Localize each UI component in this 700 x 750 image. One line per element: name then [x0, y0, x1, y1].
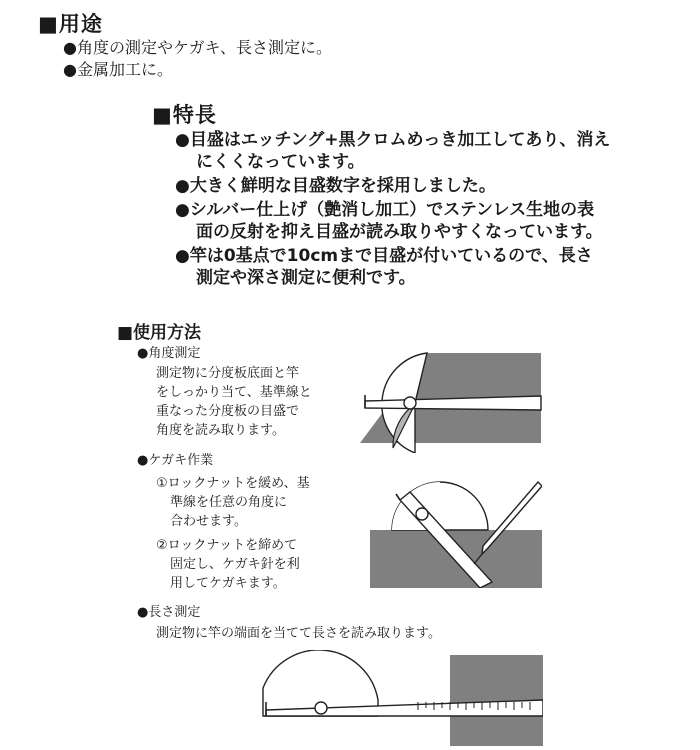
feature-item-3-cont: 面の反射を抑え目盛が読み取りやすくなっています。 [196, 222, 603, 242]
scribe-step1-line-3: 合わせます。 [170, 514, 247, 529]
usage-item-1: ●角度の測定やケガキ、長さ測定に。 [63, 38, 333, 57]
angle-line-3: 重なった分度板の目盛で [156, 404, 300, 419]
scribe-step2-line-2: 固定し、ケガキ針を利 [170, 557, 300, 572]
feature-item-4-cont: 測定や深さ測定に便利です。 [196, 268, 416, 288]
scribe-title: ●ケガキ作業 [137, 453, 214, 468]
lock-nut [315, 702, 327, 714]
length-title: ●長さ測定 [137, 605, 201, 620]
feature-item-1: ●目盛はエッチング+黒クロムめっき加工してあり、消え [175, 130, 611, 150]
angle-title: ●角度測定 [137, 346, 201, 361]
angle-line-1: 測定物に分度板底面と竿 [156, 366, 300, 381]
howto-heading: ■使用方法 [117, 323, 202, 343]
lock-nut [416, 508, 428, 520]
feature-item-1-cont: にくくなっています。 [196, 152, 365, 172]
feature-item-4: ●竿は0基点で10cmまで目盛が付いているので、長さ [175, 246, 593, 266]
scribe-step1-line-2: 準線を任意の角度に [170, 495, 288, 510]
length-measurement-illustration [258, 650, 543, 746]
lock-nut [404, 397, 416, 409]
length-text: 測定物に竿の端面を当てて長さを読み取ります。 [156, 626, 441, 641]
angle-line-2: をしっかり当て、基準線と [156, 385, 312, 400]
angle-line-4: 角度を読み取ります。 [156, 423, 285, 438]
scribe-step2-line-1: ②ロックナットを締めて [156, 538, 298, 553]
usage-item-2: ●金属加工に。 [63, 60, 173, 79]
scribing-illustration [370, 478, 542, 588]
usage-heading: ■用途 [38, 12, 103, 36]
features-heading: ■特長 [152, 103, 217, 127]
scribe-step2-line-3: 用してケガキます。 [170, 576, 286, 591]
angle-measurement-illustration [355, 348, 545, 453]
scribe-step1-line-1: ①ロックナットを緩め、基 [156, 476, 310, 491]
feature-item-3: ●シルバー仕上げ（艶消し加工）でステンレス生地の表 [175, 200, 595, 220]
feature-item-2: ●大きく鮮明な目盛数字を採用しました。 [175, 176, 496, 196]
